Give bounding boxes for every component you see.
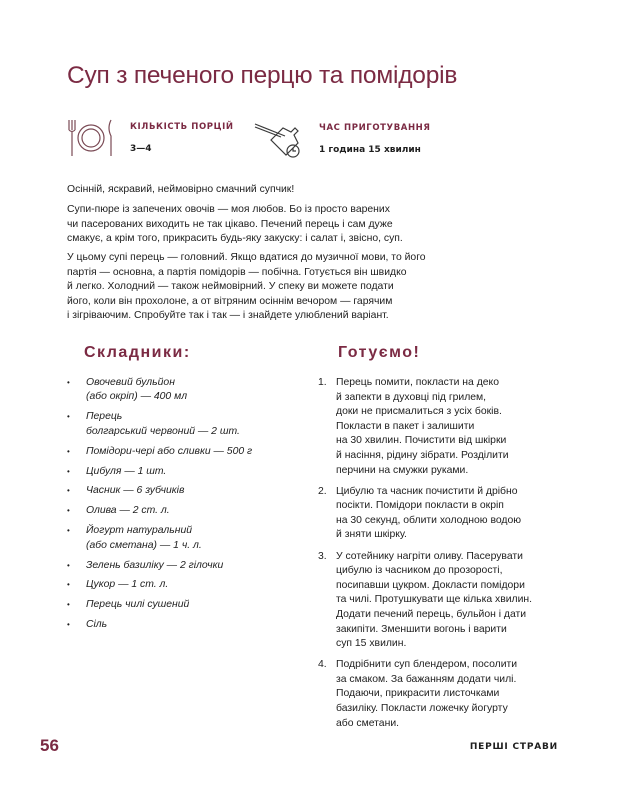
text-line: цибулю із часником до прозорості, [336, 565, 503, 577]
step-number: 4. [318, 659, 327, 671]
time-label: ЧАС ПРИГОТУВАННЯ [319, 123, 431, 133]
text-line: перчини на смужки руками. [336, 464, 469, 476]
text-line: Супи-пюре із запечених овочів — моя любов. Бо із просто варених [67, 204, 390, 215]
text-line: й насіння, рідину зібрати. Розділити [336, 449, 509, 461]
step-item [318, 376, 532, 478]
text-line: або сметани. [336, 717, 400, 729]
text-line: й легко. Холодний — також неймовірний. У спеку ви можете подати [67, 281, 394, 293]
page-number: 56 [40, 736, 59, 755]
text-line: • Часник — 6 зубчиків [86, 485, 185, 497]
steps-heading: Готуємо! [338, 344, 421, 361]
text-line: • Олива — 2 ст. л. [86, 505, 170, 517]
step-number: 1. [318, 377, 327, 388]
text-line: на 30 хвилин. Почистити від шкірки [336, 435, 507, 447]
text-line: • Овочевий бульйон [86, 377, 175, 388]
text-line: (або сметана) — 1 ч. л. [86, 539, 202, 551]
ingredient-item [67, 376, 252, 405]
intro-paragraph [67, 251, 426, 324]
text-line: чи пасерованих виходить не так цікаво. Печений перець і сам дуже [67, 218, 393, 230]
ingredient-item [67, 618, 252, 632]
section-name: ПЕРШІ СТРАВИ [469, 742, 558, 752]
ingredient-item [67, 465, 252, 479]
text-line: та чилі. Протушкувати ще кілька хвилин. [336, 594, 533, 606]
plate-cutlery-icon [66, 118, 116, 158]
ingredient-item [67, 445, 252, 459]
text-line: базиліку. Покласти ложечку йогурту [336, 702, 508, 714]
text-line: Покласти в пакет і залишити [336, 420, 475, 432]
text-line: посипавши цукром. Докласти помідори [336, 579, 525, 591]
step-item [318, 658, 532, 731]
text-line: • Помідори-чері або сливки — 500 г [86, 445, 253, 457]
text-line: на 30 секунд, облити холодною водою [336, 514, 522, 526]
servings-label: КІЛЬКІСТЬ ПОРЦІЙ [130, 122, 234, 132]
step-number: 3. [318, 550, 327, 562]
text-line: партія — основна, а партія помідорів — побічна. Готується він швидко [67, 266, 407, 278]
text-line: болгарський червоний — 2 шт. [86, 425, 240, 437]
text-line: і зігріваючим. Спробуйте так і так — і знайдете улюблений варіант. [67, 310, 389, 322]
ingredient-item [67, 410, 252, 439]
ingredient-item [67, 484, 252, 498]
text-line: • Сіль [86, 619, 108, 631]
text-line: • Перець [86, 411, 123, 423]
step-number: 2. [318, 485, 327, 497]
ingredient-item [67, 504, 252, 518]
step-item [318, 550, 532, 652]
servings-info [66, 118, 234, 158]
text-line: Подрібнити суп блендером, посолити [336, 659, 518, 671]
ingredient-item [67, 578, 252, 592]
intro-paragraph [67, 183, 294, 198]
text-line: Додати печений перець, бульйон і дати [336, 608, 527, 620]
text-line: • Цибуля — 1 шт. [86, 465, 167, 477]
intro-paragraph [67, 203, 403, 247]
text-line: У цьому супі перець — головний. Якщо вдатися до музичної мови, то його [67, 252, 426, 263]
text-line: Осінній, яскравий, неймовірно смачний супчик! [67, 184, 295, 195]
text-line: його, коли він прохолоне, а от вітряним осіннім вечором — гарячим [67, 295, 393, 307]
text-line: за смаком. За бажанням додати чилі. [336, 673, 517, 685]
text-line: суп 15 хвилин. [336, 638, 407, 650]
text-line: й запекти в духовці під грилем, [336, 391, 487, 403]
ingredient-item [67, 559, 252, 573]
text-line: У сотейнику нагріти оливу. Пасерувати [336, 550, 523, 562]
time-value: 1 година 15 хвилин [319, 145, 421, 155]
text-line: • Перець чилі сушений [86, 599, 190, 611]
ingredient-item [67, 524, 252, 553]
text-line: й зняти шкірку. [336, 529, 407, 541]
text-line: посікти. Помідори покласти в окріп [336, 500, 504, 512]
ingredients-heading: Складники: [84, 344, 191, 361]
ingredient-item [67, 598, 252, 612]
cutting-board-clock-icon [253, 118, 305, 160]
page-title: Суп з печеного перцю та помідорів [67, 62, 458, 89]
servings-value: 3—4 [130, 144, 152, 154]
text-line: • Цукор — 1 ст. л. [86, 579, 169, 591]
text-line: закипіти. Зменшити вогонь і варити [336, 623, 507, 635]
text-line: смакує, а крім того, прикрасить будь-яку закуску: і салат і, звісно, суп. [67, 233, 403, 245]
text-line: (або окріп) — 400 мл [86, 391, 188, 403]
text-line: • Йогурт натуральний [86, 525, 193, 537]
text-line: • Зелень базиліку — 2 гілочки [86, 559, 224, 571]
text-line: Перець помити, покласти на деко [336, 377, 499, 388]
text-line: Подаючи, прикрасити листочками [336, 688, 500, 700]
ingredients-list [67, 376, 252, 638]
step-item [318, 485, 532, 543]
time-info [253, 118, 431, 160]
steps-list [318, 376, 532, 738]
text-line: доки не присмалиться з усіх боків. [336, 406, 502, 418]
text-line: Цибулю та часник почистити й дрібно [336, 485, 518, 497]
